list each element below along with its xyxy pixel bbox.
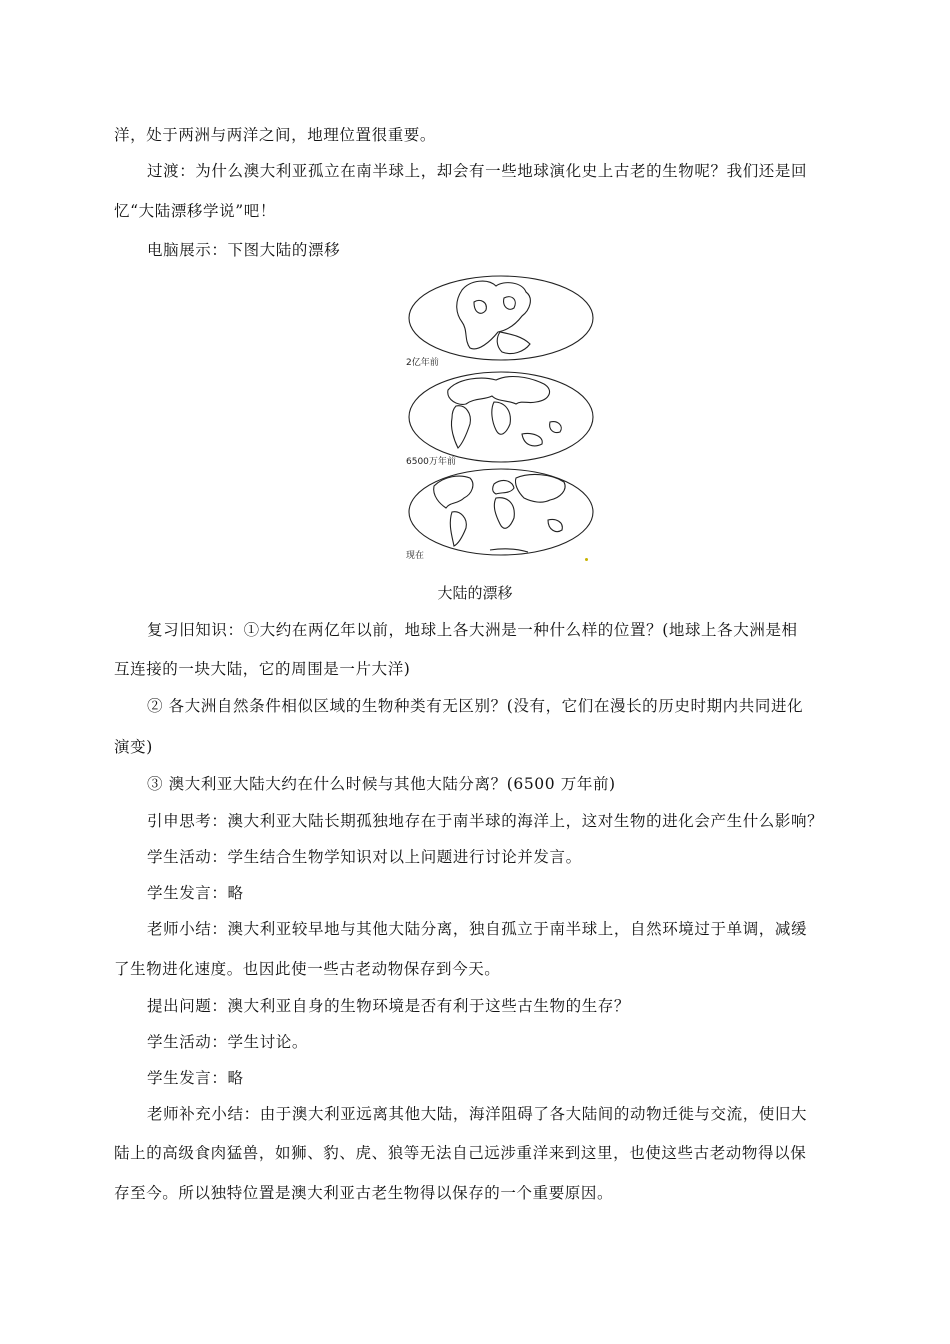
paragraph-line: 洋，处于两洲与两洋之间，地理位置很重要。 — [114, 126, 437, 144]
map-label: 现在 — [406, 551, 425, 561]
paragraph-line: 电脑展示：下图大陆的漂移 — [147, 241, 341, 259]
paragraph-line: 学生发言：略 — [147, 1069, 244, 1087]
stray-mark — [585, 558, 588, 561]
paragraph-line: ② 各大洲自然条件相似区域的生物种类有无区别？(没有，它们在漫长的历史时期内共同进化 — [147, 697, 804, 715]
paragraph-line: 过渡：为什么澳大利亚孤立在南半球上，却会有一些地球演化史上古老的生物呢？我们还是回 — [147, 162, 808, 180]
paragraph-line: 存至今。所以独特位置是澳大利亚古老生物得以保存的一个重要原因。 — [114, 1184, 614, 1202]
map-label: 2亿年前 — [406, 358, 439, 368]
paragraph-line: 老师小结：澳大利亚较早地与其他大陆分离，独自孤立于南半球上，自然环境过于单调，减缓 — [147, 920, 808, 938]
paragraph-line: 演变) — [114, 738, 153, 756]
map-200-million-years-ago — [409, 276, 593, 360]
paragraph-line: 提出问题：澳大利亚自身的生物环境是否有利于这些古生物的生存？ — [147, 997, 631, 1015]
paragraph-line: 陆上的高级食肉猛兽，如狮、豹、虎、狼等无法自己远涉重洋来到这里，也使这些古老动物得以保 — [114, 1144, 807, 1162]
paragraph-line: 老师补充小结：由于澳大利亚远离其他大陆，海洋阻碍了各大陆间的动物迁徙与交流，使旧大 — [147, 1105, 808, 1123]
map-present-day — [409, 469, 593, 555]
paragraph-line: 互连接的一块大陆，它的周围是一片大洋) — [114, 660, 411, 678]
map-label: 6500万年前 — [406, 457, 456, 467]
paragraph-line: 引申思考：澳大利亚大陆长期孤独地存在于南半球的海洋上，这对生物的进化会产生什么影响？ — [147, 812, 824, 830]
paragraph-line: 复习旧知识：①大约在两亿年以前，地球上各大洲是一种什么样的位置？(地球上各大洲是相 — [147, 621, 798, 639]
paragraph-line: 学生发言：略 — [147, 884, 244, 902]
map-65-million-years-ago — [409, 372, 593, 462]
paragraph-line: ③ 澳大利亚大陆大约在什么时候与其他大陆分离？(6500 万年前) — [147, 775, 616, 793]
paragraph-line: 了生物进化速度。也因此使一些古老动物保存到今天。 — [114, 960, 501, 978]
drift-maps-image — [404, 272, 598, 564]
continental-drift-figure — [404, 272, 598, 564]
paragraph-line: 忆“大陆漂移学说”吧！ — [114, 202, 276, 220]
paragraph-line: 学生活动：学生讨论。 — [147, 1033, 309, 1051]
paragraph-line: 学生活动：学生结合生物学知识对以上问题进行讨论并发言。 — [147, 848, 582, 866]
figure-caption: 大陆的漂移 — [437, 584, 513, 602]
